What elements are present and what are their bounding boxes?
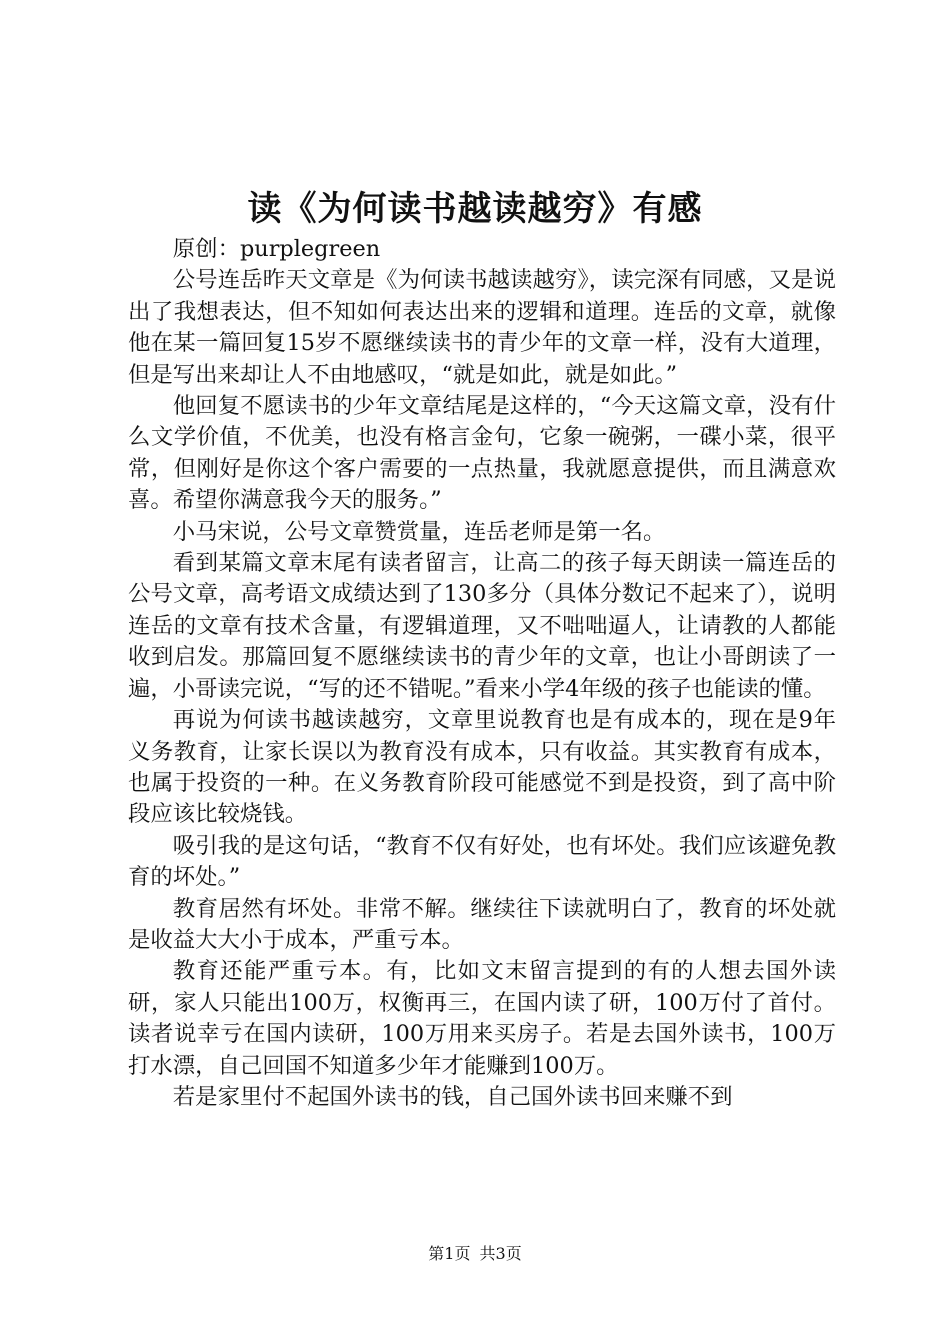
paragraph: 教育居然有坏处。非常不解。继续往下读就明白了，教育的坏处就是收益大大小于成本，严重亏本。 [128, 895, 836, 953]
paragraph: 教育还能严重亏本。有，比如文末留言提到的有的人想去国外读研，家人只能出100万，权衡再三，在国内读了研，100万付了首付。读者说幸亏在国内读研，100万用来买房子。若是去国外读书，100万打水漂，自己回国不知道多少年才能赚到100万。 [128, 958, 836, 1079]
paragraph: 若是家里付不起国外读书的钱，自己国外读书回来赚不到 [172, 1083, 733, 1110]
document-title: 读《为何读书越读越穷》有感 [247, 189, 703, 229]
paragraph: 公号连岳昨天文章是《为何读书越读越穷》，读完深有同感，又是说出了我想表达，但不知如何表达出来的逻辑和道理。连岳的文章，就像他在某一篇回复15岁不愿继续读书的青少年的文章一样，没有大道理，但是写出来却让人不由地感叹，“就是如此，就是如此。” [128, 267, 836, 388]
paragraph: 他回复不愿读书的少年文章结尾是这样的，“今天这篇文章，没有什么文学价值，不优美，也没有格言金句，它象一碗粥，一碟小菜，很平常，但刚好是你这个客户需要的一点热量，我就愿意提供，而且满意欢喜。希望你满意我今天的服务。” [128, 393, 836, 514]
page-number-footer: 第1页 共3页 [428, 1244, 522, 1263]
paragraph: 吸引我的是这句话，“教育不仅有好处，也有坏处。我们应该避免教育的坏处。” [128, 832, 836, 891]
paragraph: 小马宋说，公号文章赞赏量，连岳老师是第一名。 [172, 518, 666, 545]
paragraph: 再说为何读书越读越穷，文章里说教育也是有成本的，现在是9年义务教育，让家长误以为教育没有成本，只有收益。其实教育有成本，也属于投资的一种。在义务教育阶段可能感觉不到是投资，到了高中阶段应该比较烧钱。 [128, 707, 836, 828]
paragraph-author: 原创：purplegreen [172, 236, 381, 262]
paragraph: 看到某篇文章末尾有读者留言，让高二的孩子每天朗读一篇连岳的公号文章，高考语文成绩达到了130多分（具体分数记不起来了），说明连岳的文章有技术含量，有逻辑道理，又不咄咄逼人，让请教的人都能收到启发。那篇回复不愿继续读书的青少年的文章，也让小哥朗读了一遍，小哥读完说，“写的还不错呢。”看来小学4年级的孩子也能读的懂。 [128, 550, 836, 702]
document-body [128, 234, 836, 1113]
